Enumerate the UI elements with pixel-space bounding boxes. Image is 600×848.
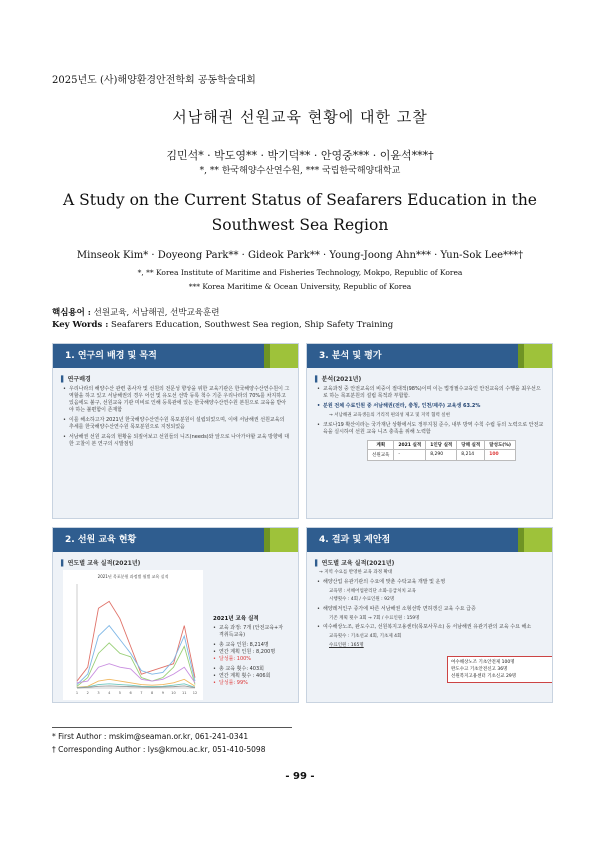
info-item: • 연간 계획 횟수 : 406회 — [219, 673, 285, 680]
table-cell: 8,214 — [457, 449, 485, 460]
x-tick-label: 2 — [86, 691, 89, 695]
info-item: • 연간 계획 인원 : 8,200명 — [219, 649, 285, 656]
table-header: 당해 실적 — [457, 440, 485, 449]
series-line — [77, 686, 195, 688]
table-cell: 100 — [485, 449, 516, 460]
series-line — [77, 626, 195, 685]
section-heading: ▌ 분석(2021년) — [315, 374, 552, 383]
slide-title: 3. 분석 및 평가 — [307, 344, 552, 368]
sub-text: 수료인원 : 165명 — [329, 642, 364, 648]
korean-keywords — [52, 306, 219, 318]
bullet-text: • 우리나라의 해양수산 관련 종사자 및 선원의 전문성 향상을 위한 교육기관은 한국해양수산연수원이 그 역할을 하고 있고 서남해권의 경우 어선 및 유도선 선박 등록 척수 기준 우리나라의 70%를 차지하고 있음에도 불구, 선원교육 기관 미비로 인해 등록관에 있는 한국해양수산연수원 본원으로 교육을 받아야 하는 불편함이 존재함 — [69, 386, 290, 414]
korean-title: 서남해권 선원교육 현황에 대한 고찰 — [172, 108, 428, 126]
bullet-text: • 여수해상노조, 완도수고, 선원복지고용센터(목포사무소) 등 서남해권 유관기관의 교육 수요 해소 — [323, 624, 544, 631]
sub-text: 기존 계획 횟수 3회 → 7회 / 수료인원 : 159명 — [329, 615, 420, 621]
sub-text: → 서남해권 교육생들의 거리적 편의성 제고 및 지역 협력 실현 — [329, 413, 450, 418]
sub-text: 교육횟수 : 기초선교 4회, 기초제 4회 — [329, 634, 402, 639]
english-affiliation-2: *** Korea Maritime & Ocean University, Republic of Korea — [188, 282, 412, 291]
section-heading: ▌ 연도별 교육 실적(2021년) — [61, 558, 298, 567]
conference-header: 2025년도 (사)해양환경안전학회 공동학술대회 — [52, 75, 256, 86]
page-number: - 99 - — [285, 771, 315, 782]
x-tick-label: 11 — [182, 691, 187, 695]
sub-text: 시행횟수 : 4회 / 수료인원 : 92명 — [329, 597, 395, 602]
poster-slide-results — [306, 527, 553, 703]
x-tick-label: 6 — [129, 691, 132, 695]
poster-slide-analysis — [306, 343, 553, 519]
x-tick-label: 3 — [97, 691, 100, 695]
x-tick-label: 9 — [161, 691, 164, 695]
slide-accent — [518, 528, 524, 552]
table-header: 계획 — [368, 440, 394, 449]
lead-text: → 지역 수요를 반영한 교육 과정 확대 — [319, 570, 393, 575]
x-tick-label: 10 — [171, 691, 176, 695]
section-heading: ▌ 연도별 교육 실적(2021년) — [315, 558, 552, 567]
table-cell: 선원교육 — [368, 449, 394, 460]
detail-box — [447, 656, 553, 683]
info-item: • 교육 과정: 7개 (안전교육+자격취득교육) — [219, 625, 285, 639]
sub-text: 교육명 : 서해어업관리단 소화·응급처치 교육 — [329, 588, 416, 594]
english-keywords-value: Seafarers Education, Southwest Sea region, Ship Safety Training — [111, 320, 394, 330]
english-keywords-label: Key Words : — [52, 320, 109, 330]
footnote-corresponding: † Corresponding Author : lys@kmou.ac.kr, 051-410-5098 — [52, 745, 266, 754]
table-header: 1인당 실적 — [426, 440, 457, 449]
poster-slide-background — [52, 343, 299, 519]
bullet-text: • 코로나19 확산이라는 국가재난 상황에서도 정부지침 준수, 내부 방역 수칙 수립 등의 노력으로 안전교육을 실시하여 선원 교육 니즈 충족을 위해 노력함 — [323, 422, 544, 436]
english-authors: Minseok Kim* · Doyeong Park** · Gideok Park** · Young-Joong Ahn*** · Yun-Sok Lee***† — [76, 250, 524, 261]
table-cell: 8,290 — [426, 449, 457, 460]
slide-title: 4. 결과 및 제안점 — [307, 528, 552, 552]
poster-slide-status — [52, 527, 299, 703]
section-heading: ▌ 연구배경 — [61, 374, 298, 383]
x-tick-label: 8 — [150, 691, 154, 695]
footnote-divider — [52, 727, 292, 728]
english-title: A Study on the Current Status of Seafarers Education in the Southwest Sea Region — [63, 191, 537, 234]
info-box — [213, 614, 293, 690]
x-tick-label: 7 — [140, 691, 143, 695]
table-header: 2021 실적 — [394, 440, 426, 449]
info-item: • 총 교육 인원: 8,214명 — [219, 642, 285, 649]
korean-keywords-value: 선원교육, 서남해권, 선박교육훈련 — [93, 308, 220, 318]
bullet-text: • 분원 전체 수료인원 중 서남해권(전라, 충청, 인천/제주) 교육생 63.2% — [323, 403, 544, 410]
footnote-first-author: * First Author : mskim@seaman.or.kr, 061-241-0341 — [52, 732, 249, 741]
detail-item: 선원복지고용센터 기초신교 29명 — [451, 674, 517, 679]
bullet-text: • 서남해권 선원 교육의 현황을 되짚어보고 선원들의 니즈(needs)와 앞으로 나아가야할 교육 방향에 대한 고찰이 본 연구의 시발점임 — [69, 434, 290, 448]
english-keywords — [52, 320, 393, 330]
line-chart — [63, 570, 203, 700]
info-title: 2021년 교육 실적 — [213, 616, 259, 622]
slide-accent — [264, 344, 270, 368]
korean-keywords-label: 핵심용어 : — [52, 308, 91, 318]
bullet-text: • 이를 해소하고자 2021년 한국해양수산연수원 목포분원이 설립되었으며, 이에 서남해권 선원교육의 추세를 한국해양수산연수원 목포분원으로 지정되었음 — [69, 417, 290, 431]
slide-accent — [264, 528, 270, 552]
x-tick-label: 1 — [75, 691, 79, 695]
table-header: 달성도(%) — [485, 440, 516, 449]
results-table — [367, 440, 516, 461]
chart-title: 2021년 목포분원 과정별 월별 교육 실적 — [97, 574, 169, 579]
bullet-text: • 교육과정 중 안전교육의 비중이 절대적(98%)이며 이는 법정필수교육인 안전교육의 수행을 최우선으로 하는 목포분원의 설립 목적과 부합함. — [323, 386, 544, 400]
info-item: • 달성률: 100% — [219, 656, 285, 663]
table-cell: - — [394, 449, 426, 460]
slide-accent — [518, 344, 524, 368]
detail-item: 완도수고 기초안전신고 36명 — [451, 667, 508, 672]
bullet-text: • 해양산업 유관기관의 수요에 맞춘 수탁교육 개발 및 운영 — [323, 579, 544, 586]
slide-title: 2. 선원 교육 현황 — [53, 528, 298, 552]
info-item: • 달성률: 99% — [219, 680, 285, 687]
bullet-text: • 해양레저인구 증가에 따른 서남해권 소형선박 면허갱신 교육 수요 급증 — [323, 606, 544, 613]
slide-title: 1. 연구의 배경 및 목적 — [53, 344, 298, 368]
korean-authors: 김민석* · 박도영** · 박기덕** · 안영중*** · 이윤석***† — [166, 149, 434, 162]
korean-affiliation: *, ** 한국해양수산연수원, *** 국립한국해양대학교 — [199, 166, 401, 176]
detail-item: 여수해상노조 기초안전제 100명 — [451, 660, 515, 665]
info-item: • 총 교육 횟수: 403회 — [219, 666, 285, 673]
english-affiliation-1: *, ** Korea Institute of Maritime and Fisheries Technology, Mokpo, Republic of Korea — [137, 268, 463, 277]
series-line — [77, 601, 195, 681]
x-tick-label: 12 — [192, 691, 198, 695]
x-tick-label: 5 — [118, 691, 122, 695]
x-tick-label: 4 — [108, 691, 111, 695]
